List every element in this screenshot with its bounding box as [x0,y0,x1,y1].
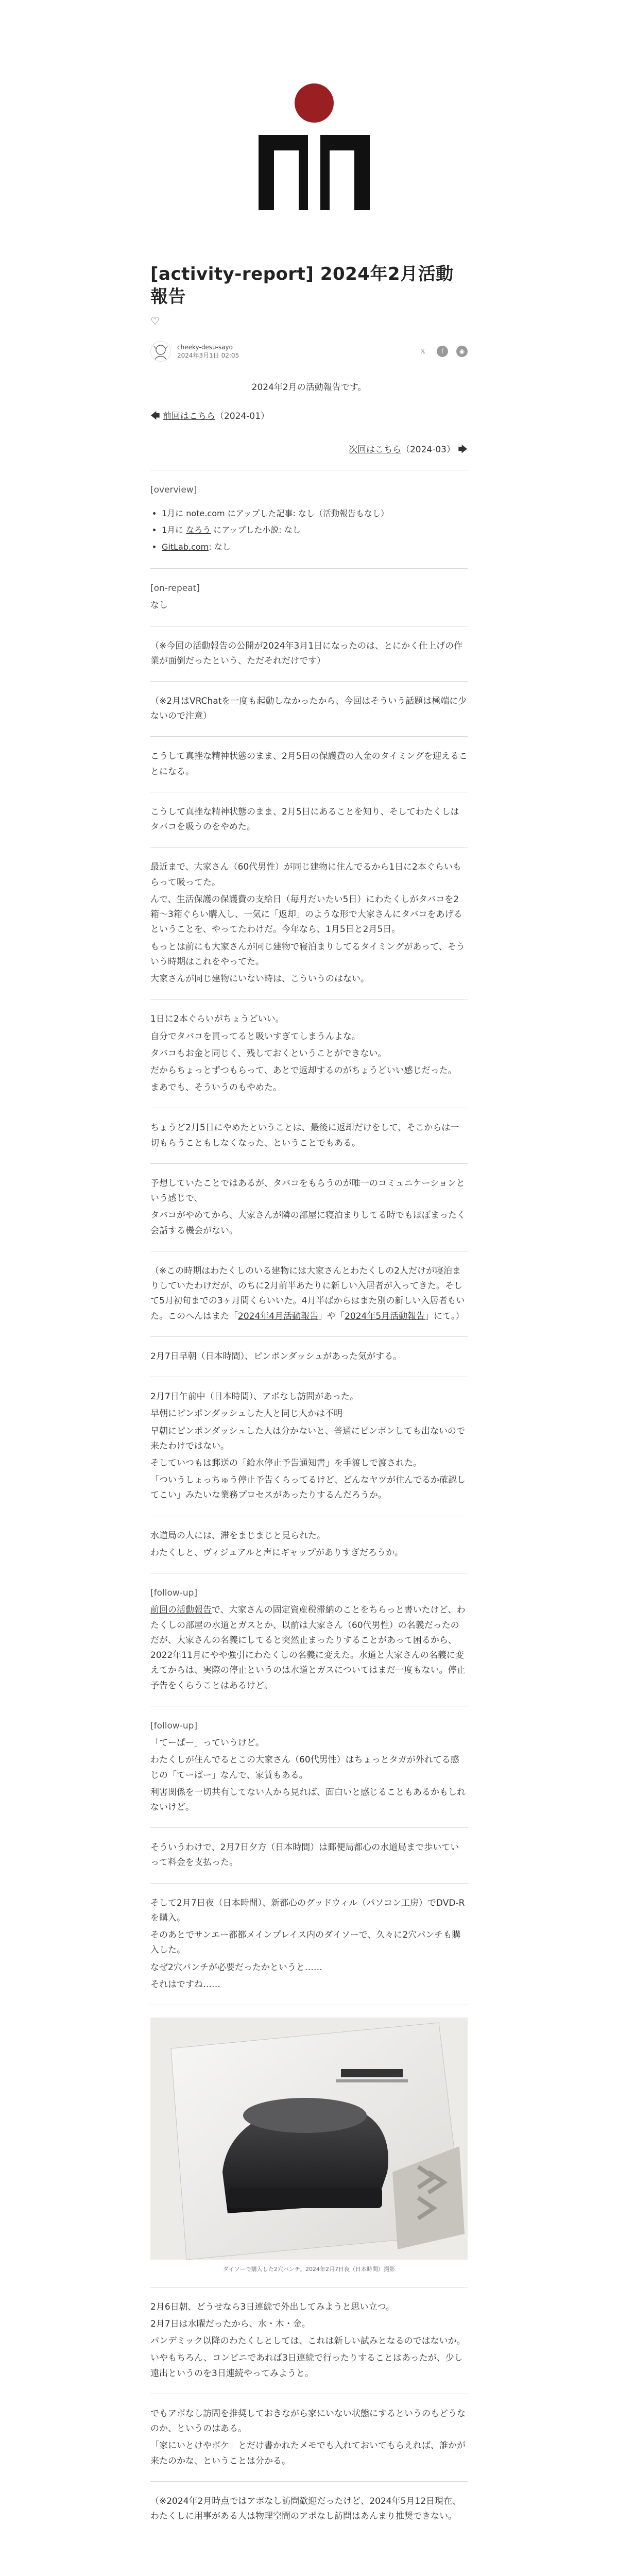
facebook-icon[interactable]: f [437,346,448,357]
site-header [0,0,618,242]
section-tag: [follow-up] [150,1588,198,1599]
paragraph-line: 大家さんが同じ建物にいない時は、こういうのはない。 [150,974,369,985]
next-link[interactable]: 次回はこちら [348,444,401,455]
narou-link[interactable]: なろう [186,525,211,535]
paragraph-line: わたくしが住んでるとこの大家さん（60代男性）はちょっとタガが外れてる感じの「てーぱー」なんで、家賃もある。 [150,1755,459,1781]
inline-link[interactable]: 2024年5月活動報告 [345,1311,425,1321]
next-suffix: （2024-03） [401,444,455,455]
overview-list [150,505,468,556]
author-meta [177,343,417,360]
next-link-row [150,442,468,458]
article-title: [activity-report] 2024年2月活動報告 [150,264,454,308]
heart-outline-icon[interactable]: ♡ [150,315,160,328]
x-icon[interactable]: 𝕏 [420,348,425,355]
overview-section [150,483,468,556]
inline-text: で、大家さんの固定資産税滞納のことをちらっと書いたけど、わたくしの部屋の水道とガスとか、以前は大家さん（60代男性）の名義だったのだが、大家さんの名義にしてると突然止まったりすることがあって困るから、2022年11月にやや強引にわたくしの名義に変えた。水道と大家さんの名義に変えてからは、実際の停止というのは水道とガスについてはまだ一度もない。停止予告をくらうことはあるけど。 [150,1605,466,1691]
paragraph-line: そういうわけで、2月7日夕方（日本時間）は郵便局都心の水道局まで歩いていって料金を支払った。 [150,1842,459,1868]
on-repeat-tag: [on-repeat] [150,583,200,594]
inline-text: 」にて。） [425,1311,465,1321]
paragraph-block [150,749,468,779]
article [150,242,468,2526]
paragraph-line: わたくしと、ヴィジュアルと声にギャップがありすぎだろうか。 [150,1547,403,1558]
paragraph-line: 「家にいとけやボケ」とだけ書かれたメモでも入れておいてもらえれば、誰かが来たのかな、ということは分かる。 [150,2441,466,2466]
paragraph-line: 水道局の人には、滞をまじまじと見られた。 [150,1530,325,1541]
note-link[interactable]: note.com [186,508,225,518]
paragraph-line: 予想していたことではあるが、タバコをもらうのが唯一のコミュニケーションという感じで、 [150,1178,465,1204]
paragraph-line: 「ついうしょっちゅう停止予告くらってるけど、どんなヤツが住んでるか確認してこい」みたいな業務プロセスがあったりするんだろうか。 [150,1475,466,1501]
divider [150,1883,468,1884]
paragraph-block [150,1121,468,1150]
paragraph-line: 「てーぱー」っていうけど。 [150,1738,264,1749]
paragraph-line: 利害関係を一切共有してない人から見れば、面白いと感じることもあるかもしれないけど。 [150,1787,466,1812]
paragraph-line: 最近まで、大家さん（60代男性）が同じ建物に住んでるから1日に2本ぐらいもらって吸ってた。 [150,862,461,888]
photo-daiso-punch[interactable] [150,2018,468,2260]
inline-link[interactable]: 2024年4月活動報告 [238,1311,319,1321]
prev-suffix: （2024-01） [215,411,270,422]
paragraph-block [150,2494,468,2524]
paragraph-block [150,1264,468,1324]
avatar-illustration-icon [151,342,170,361]
overview-tag: [overview] [150,485,197,496]
paragraph-block [150,1176,468,1239]
paragraph-block [150,2300,468,2381]
paragraph-line: 2月6日朝、どうせなら3日連続で外出してみようと思い立つ。 [150,2301,394,2312]
paragraph-block [150,860,468,987]
paragraph-line: そのあとでサンエー都都メインプレイス内のダイソーで、久々に2穴パンチも購入した。 [150,1930,461,1956]
paragraph-line: それはですね…… [150,1979,220,1990]
paragraph-line: （※2024年2月時点ではアポなし訪問歓迎だったけど、2024年5月12日現在、わたくしに用事がある人は物理空間のアポなし訪問はあんまり推奨できない。 [150,2496,461,2522]
publish-date: 2024年3月1日 02:05 [177,352,239,360]
on-repeat-body: なし [150,600,168,611]
paragraph-block [150,1896,468,1992]
article-body-after-photo [150,2287,468,2524]
paragraph-line: いやもちろん、コンビニであれば3日連続で行ったりすることはあったが、少し遠出というのを3日連続やってみようと。 [150,2353,463,2379]
divider [150,847,468,848]
divider [150,568,468,569]
paragraph-line: そして2月7日夜（日本時間）、新都心のグッドウィル（パソコン工房）でDVD-Rを購入。 [150,1897,465,1923]
paragraph-line: タバコがやめてから、大家さんが隣の部屋に寝泊まりしてる時でもほぼまったく会話する機会がない。 [150,1210,466,1236]
arrow-left-icon: 🡄 [150,411,160,422]
figure [150,2018,468,2275]
intro-text: 2024年2月の活動報告です。 [251,382,367,393]
paragraph-block [150,1389,468,1503]
paragraph-line: そしていつもは郵送の「給水停止予告通知書」を手渡しで渡された。 [150,1458,422,1468]
paragraph-block [150,1586,468,1693]
author-name[interactable]: cheeky-desu-sayo [177,344,233,351]
paragraph-line: 早朝にピンポンダッシュした人と同じ人かは不明 [150,1409,342,1419]
paragraph-line: （※今回の活動報告の公開が2024年3月1日になったのは、とにかく仕上げの作業が面倒だったという、ただそれだけです） [150,640,463,666]
list-item: • 1月に note.com にアップした記事: なし（活動報告もなし） [162,505,468,522]
paragraph-block [150,2406,468,2469]
divider [150,1163,468,1164]
article-body [150,626,468,1993]
on-repeat-section [150,581,468,613]
paragraph-line: 早朝にピンポンダッシュした人は分かないと、普通にピンポンしても出ないので来たわけではない。 [150,1426,465,1451]
paragraph-line: パンデミック以降のわたくしとしては、これは新しい試みとなるのではないか。 [150,2336,466,2347]
author-bar [150,337,468,366]
photo-caption: ダイソーで購入した2穴パンチ。2024年2月7日夜（日本時間）撮影 [223,2266,395,2273]
inline-text: 」や「 [318,1311,345,1321]
paragraph-block [150,1012,468,1095]
prev-link-row [150,409,468,425]
paragraph-line: まあでも、そういうのもやめた。 [150,1082,282,1093]
paragraph-line: 1日に2本ぐらいがちょうどいい。 [150,1014,284,1025]
section-tag: [follow-up] [150,1720,198,1731]
list-item: • GitLab.com: なし [162,539,468,556]
divider [150,1827,468,1828]
paragraph-line: でもアポなし訪問を推奨しておきながら家にいない状態にするというのもどうなのか、というのはある。 [150,2408,466,2434]
paragraph-line: こうして真挫な精神状態のまま、2月5日にあることを知り、そしてわたくしはタバコを吸うのをやめた。 [150,806,459,833]
paragraph-line [150,1603,468,1693]
paragraph-line: んで、生活保護の保護費の支給日（毎月だいたい5日）にわたくしがタバコを2箱〜3箱ぐらい購入し、一気に「返却」のような形で大家さんにタバコをあげるということを、やってたわけだ。今年なら、1月5日と2月5日。 [150,894,462,935]
paragraph-line: ちょうど2月5日にやめたということは、最後に返却だけをして、そこからは一切もらうこともしなくなった、ということでもある。 [150,1123,459,1148]
paragraph-line: もっとは前にも大家さんが同じ建物で寝泊まりしてるタイミングがあって、そういう時期はこれをやってた。 [150,941,465,967]
line-icon[interactable]: ◉ [456,346,468,357]
list-item: • 1月に なろう にアップした小説: なし [162,522,468,539]
avatar[interactable] [150,341,171,362]
paragraph-block [150,1719,468,1815]
divider [150,1336,468,1337]
prev-next-nav [150,409,468,457]
divider [150,736,468,737]
inline-link[interactable]: 前回の活動報告 [150,1605,212,1616]
paragraph-line: （※2月はVRChatを一度も起動しなかったから、今回はそういう話題は極端に少ないので注意） [150,696,467,722]
paragraph-line: 2月7日午前中（日本時間）、アポなし訪問があった。 [150,1392,358,1402]
two-hole-punch-photo-icon [150,2018,468,2260]
divider [150,681,468,682]
arrow-right-icon: 🡆 [458,444,468,455]
paragraph-line: だからちょっとずつもらって、あとで返却するのがちょうどいい感じだった。 [150,1065,457,1076]
divider [150,2481,468,2482]
inline-text: （※この時期はわたくしのいる建物には大家さんとわたくしの2人だけが寝泊まりしていたわけだが、のちに2月前半あたりに新しい入居者が入ってきた。そして5月初旬までの3ヶ月間くらいいた。4月半ばからはまた別の新しい入居者もいた。このへんはまた「 [150,1265,465,1321]
note-style-logo[interactable] [252,77,376,211]
paragraph-block [150,1529,468,1561]
paragraph-line: 2月7日は水曜だったから、水・木・金。 [150,2319,311,2329]
paragraph-block [150,694,468,724]
paragraph-line [150,1264,468,1324]
paragraph-line: タバコもお金と同じく、残しておくということができない。 [150,1048,387,1059]
paragraph-line: 2月7日早朝（日本時間）、ピンポンダッシュがあった気がする。 [150,1351,402,1362]
paragraph-block [150,805,468,835]
paragraph-block [150,1349,468,1364]
prev-link[interactable]: 前回はこちら [163,411,216,422]
paragraph-block [150,639,468,669]
share-buttons [417,346,468,357]
paragraph-line: こうして真挫な精神状態のまま、2月5日の保護費の入金のタイミングを迎えることになる。 [150,751,468,777]
paragraph-line: 自分でタバコを買ってると吸いすぎてしまうんよな。 [150,1031,360,1042]
paragraph-block [150,1840,468,1870]
paragraph-line: なぜ2穴パンチが必要だったかというと…… [150,1962,322,1973]
gitlab-link[interactable]: GitLab.com [162,542,209,552]
